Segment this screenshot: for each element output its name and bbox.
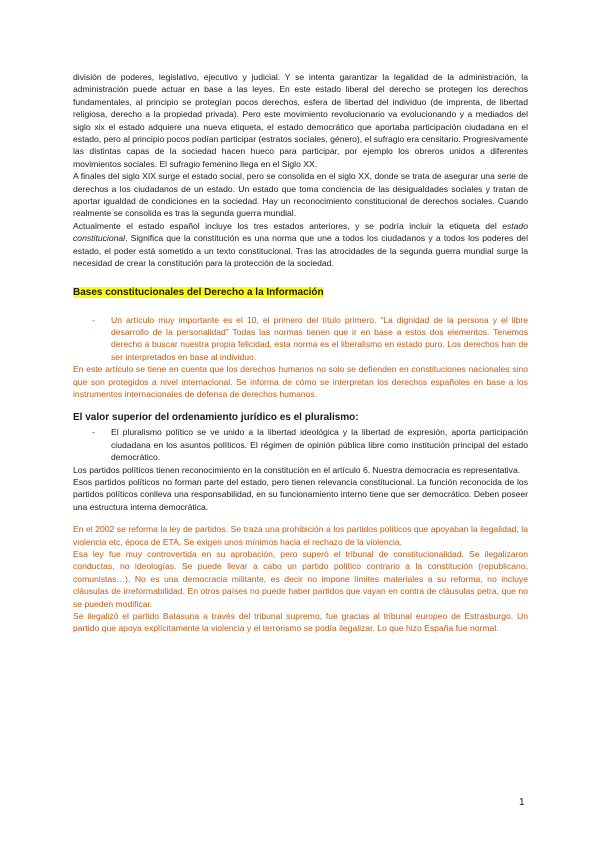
paragraph-ley-partidos-2: Esa ley fue muy controvertida en su aprobación, pero superó el tribunal de constitucionalidad. Se ilegalizaron conductas, no ideologías. Se puede llevar a cabo un partido político contrario a la constitución (republicano, comunistas…). No es una democracia militante, es decir no impone límites materiales a su reforma, no incluye cláusulas de irreformabilidad. En otros países no puede haber partidos que vayan en contra de cláusulas petra, que no se pueden modificar. xyxy=(73,549,528,609)
paragraph-ley-partidos-3: Se ilegalizó el partido Batasuna a través del tribunal supremo, fue gracias al tribunal europeo de Estrasburgo. Un partido que apoya explícitamente la violencia y el terrorismo se podía ilegalizar. Lo que hizo España fue normal. xyxy=(73,611,528,634)
paragraph-partidos-2: Esos partidos políticos no forman parte del estado, pero tienen relevancia constitucional. La función reconocida de los partidos políticos conlleva una responsabilidad, en su funcionamiento interno tiene que ser democrático. Deben poseer una estructura interna democrática. xyxy=(73,476,528,512)
paragraph-intro-1: división de poderes, legislativo, ejecutivo y judicial. Y se intenta garantizar la legalidad de la administración, la administración puede actuar en base a las leyes. En este estado liberal del derecho se protegen los derechos fundamentales, al principio se protegían pocos derechos, esfera de libertad del individuo (de imprenta, de libertad religiosa, derecho a la propiedad privada). Pero este movimiento revolucionario va evolucionando y a mediados del siglo xix el estado adquiere una nueva etiqueta, el estado democrático que aportaba participación ciudadana en el estado, pero al principio pocos podían participar (estratos sociales, género), el sufragio era censitario. Progresivamente las distintas capas de la sociedad hacen hueco para participar, por ejemplo los obreros unidos a diferentes movimientos sociales. El sufragio femenino llega en el Siglo XX. xyxy=(73,72,528,169)
paragraph-actualmente xyxy=(73,220,528,270)
paragraph-articulo-internacional: En este artículo se tiene en cuenta que los derechos humanos no solo se defienden en constituciones nacionales sino que son protegidos a nivel internacional. Se informa de cómo se interpretan los derechos españoles en base a los instrumentos internacionales de defensa de derechos humanos. xyxy=(73,364,528,399)
paragraph-intro-2: A finales del siglo XIX surge el estado social, pero se consolida en el siglo XX, donde se trata de asegurar una serie de derechos a los ciudadanos de un estado. Un estado que toma conciencia de las desigualdades sociales y tratan de aportar igualdad de condiciones en la sociedad. Hay un reconocimiento constitucional de derechos sociales. Cuando realmente se consolida es tras la segunda guerra mundial. xyxy=(73,171,528,219)
paragraph-ley-partidos-1: En el 2002 se reforma la ley de partidos. Se traza una prohibición a los partidos políticos que apoyaban la ilegalidad, la violencia etc, época de ETA. Se exigen unos mínimos hacia el rechazo de la violencia. xyxy=(73,524,528,547)
bullet-articulo-10-text: Un artículo muy importante es el 10, el primero del título primero. “La dignidad de la persona y el libre desarrollo de la personalidad” Todas las normas tienen que ir en base a estos dos elementos. Tenemos derecho a buscar nuestra propia felicidad, esta norma es el liberalismo en estado puro. Los derechos han de ser interpretados en base al individuo. xyxy=(111,314,528,362)
page-number: 1 xyxy=(519,797,525,808)
bullet-articulo-10 xyxy=(73,314,528,364)
bullet-dash: - xyxy=(92,314,95,325)
heading-bases-text: Bases constitucionales del Derecho a la Información xyxy=(73,286,324,298)
paragraph-actualmente-end: . Significa que la constitución es una norma que une a todos los ciudadanos y a todos los poderes del estado, el poder está sometido a un texto constitucional. Tras las atrocidades de la segunda guerra mundial surge la necesidad de crear la constitución para la protección de la sociedad. xyxy=(73,233,528,269)
document-body xyxy=(73,71,528,635)
heading-bases-constitucionales xyxy=(73,286,528,300)
paragraph-partidos-1: Los partidos políticos tienen reconocimiento en la constitución en el artículo 6. Nuestra democracia es representativa. xyxy=(73,464,521,475)
bullet-dash: - xyxy=(92,427,95,438)
spacer xyxy=(73,513,528,523)
heading-pluralismo: El valor superior del ordenamiento jurídico es el pluralismo: xyxy=(73,412,359,424)
paragraph-actualmente-start: Actualmente el estado español incluye los tres estados anteriores, y se podría incluir la etiqueta del xyxy=(73,220,503,231)
paragraph-actualmente-italic: estado constitucional xyxy=(73,220,528,244)
bullet-pluralismo xyxy=(73,426,528,463)
bullet-pluralismo-text: El pluralismo político se ve unido a la libertad ideológica y la libertad de expresión, aporta participación ciudadana en los asuntos políticos. El régimen de opinión pública libre como institución principal del estado democrático. xyxy=(111,427,528,463)
